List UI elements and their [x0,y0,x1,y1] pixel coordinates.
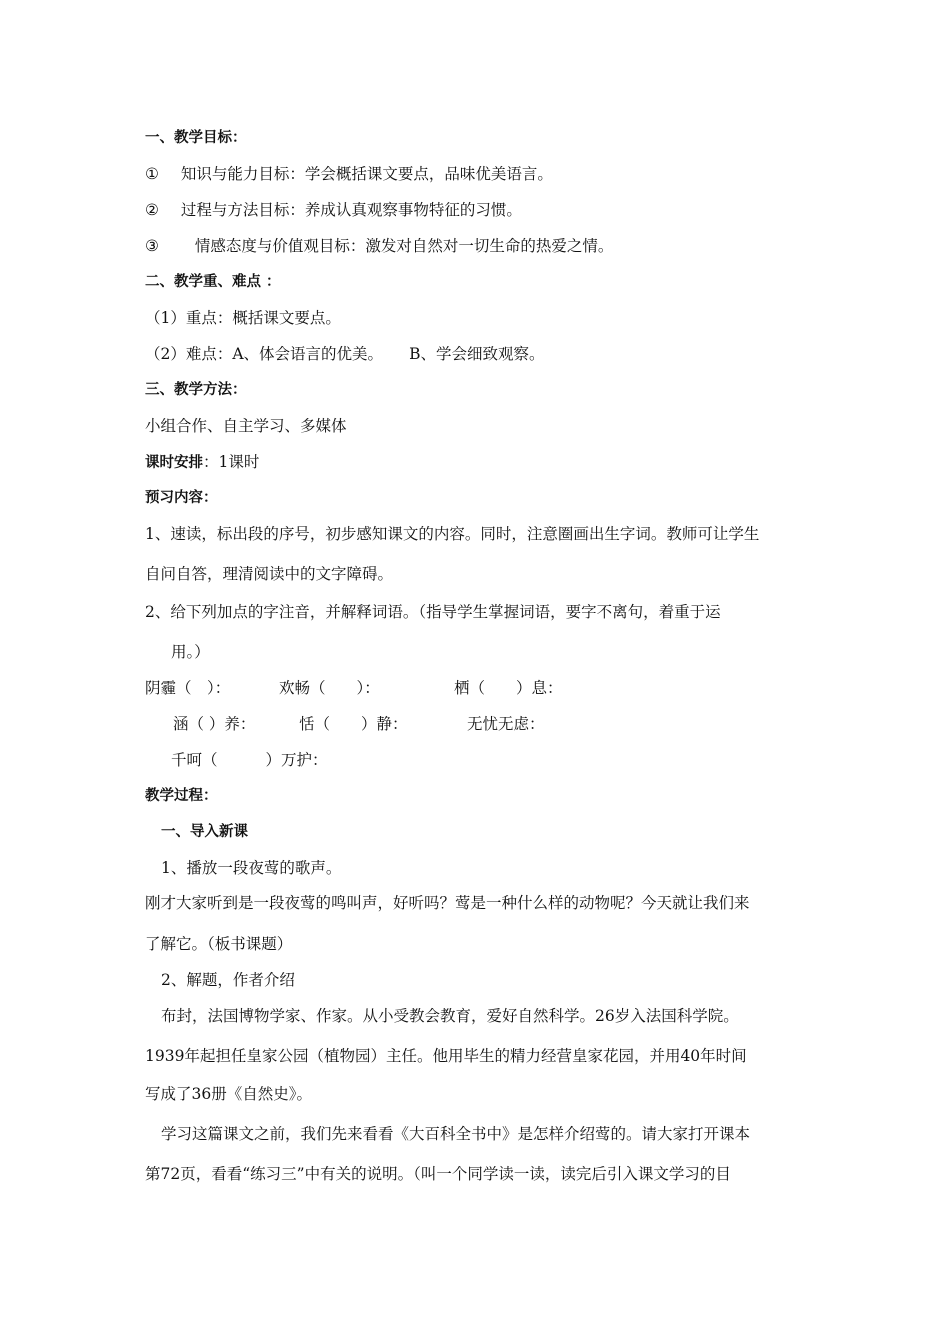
objective-marker-2: ② [145,201,159,219]
methods-text: 小组合作、自主学习、多媒体 [145,417,347,435]
key-point-difficulty [145,344,544,364]
word-qixi: 栖（ ）息： [454,679,563,697]
difficulty-a: （2）难点：A、体会语言的优美。 [145,345,384,363]
objective-item-1 [145,164,553,184]
bio-line2: 1939年起担任皇家公园（植物园）主任。他用毕生的精力经营皇家花园，并用40年时间 [145,1047,747,1065]
objective-text-1: 知识与能力目标：学会概括课文要点，品味优美语言。 [180,165,553,183]
key-points-heading: 二、教学重、难点 ： [145,274,281,290]
schedule-value: ：1课时 [203,453,260,471]
objective-marker-3: ③ [145,237,159,255]
word-qianhewanhu [171,750,328,770]
methods-heading: 三、教学方法： [145,382,247,398]
objective-text-3: 情感态度与价值观目标：激发对自然对一切生命的热爱之情。 [194,237,614,255]
intro-line2: 第72页，看看“练习三”中有关的说明。（叫一个同学读一读，读完后引入课文学习的目 [145,1165,731,1183]
process-step2: 2、解题，作者介绍 [161,971,295,989]
difficulty-b: B、学会细致观察。 [409,345,545,363]
word-huanchang: 欢畅（ ）： [279,679,380,697]
objective-marker-1: ① [145,165,159,183]
process-heading: 教学过程： [145,788,218,804]
word-qianhe: 千呵（ [171,751,218,769]
preview-p1-line1: 1、速读，标出段的序号，初步感知课文的内容。同时，注意圈画出生字词。教师可让学生 [145,525,760,543]
bio-line3: 写成了36册《自然史》。 [145,1085,312,1103]
schedule-line [145,452,259,473]
schedule-label: 课时安排 [145,455,203,471]
objective-item-2 [145,200,522,220]
objective-text-2: 过程与方法目标：养成认真观察事物特征的习惯。 [180,201,522,219]
word-yinmai: 阴霾（ ）： [145,679,231,697]
preview-p2-line2: 用。） [171,643,210,661]
word-tianjing: 恬（ ）静： [299,715,408,733]
preview-heading: 预习内容： [145,490,218,506]
process-step1: 1、播放一段夜莺的歌声。 [161,859,342,877]
preview-p1-line2: 自问自答，理清阅读中的文字障碍。 [145,565,394,583]
word-hanyang: 涵（ ）养： [173,715,256,733]
preview-p2-line1: 2、给下列加点的字注音，并解释词语。（指导学生掌握词语，要字不离句，着重于运 [145,603,721,621]
process-step1-text-line2: 了解它。（板书课题） [145,935,293,953]
bio-line1: 布封，法国博物学家、作家。从小受教会教育，爱好自然科学。26岁入法国科学院。 [161,1007,739,1025]
process-step1-text-line1: 刚才大家听到是一段夜莺的鸣叫声，好听吗？莺是一种什么样的动物呢？今天就让我们来 [145,894,750,912]
intro-line1: 学习这篇课文之前，我们先来看看《大百科全书中》是怎样介绍莺的。请大家打开课本 [161,1125,751,1143]
key-point-focus: （1）重点：概括课文要点。 [145,309,341,327]
objectives-heading: 一、教学目标： [145,130,247,146]
word-wanhu: ）万护： [265,751,328,769]
objective-item-3 [145,236,613,256]
process-sub1: 一、导入新课 [161,824,248,840]
word-wuyouwulv: 无忧无虑： [467,715,545,733]
